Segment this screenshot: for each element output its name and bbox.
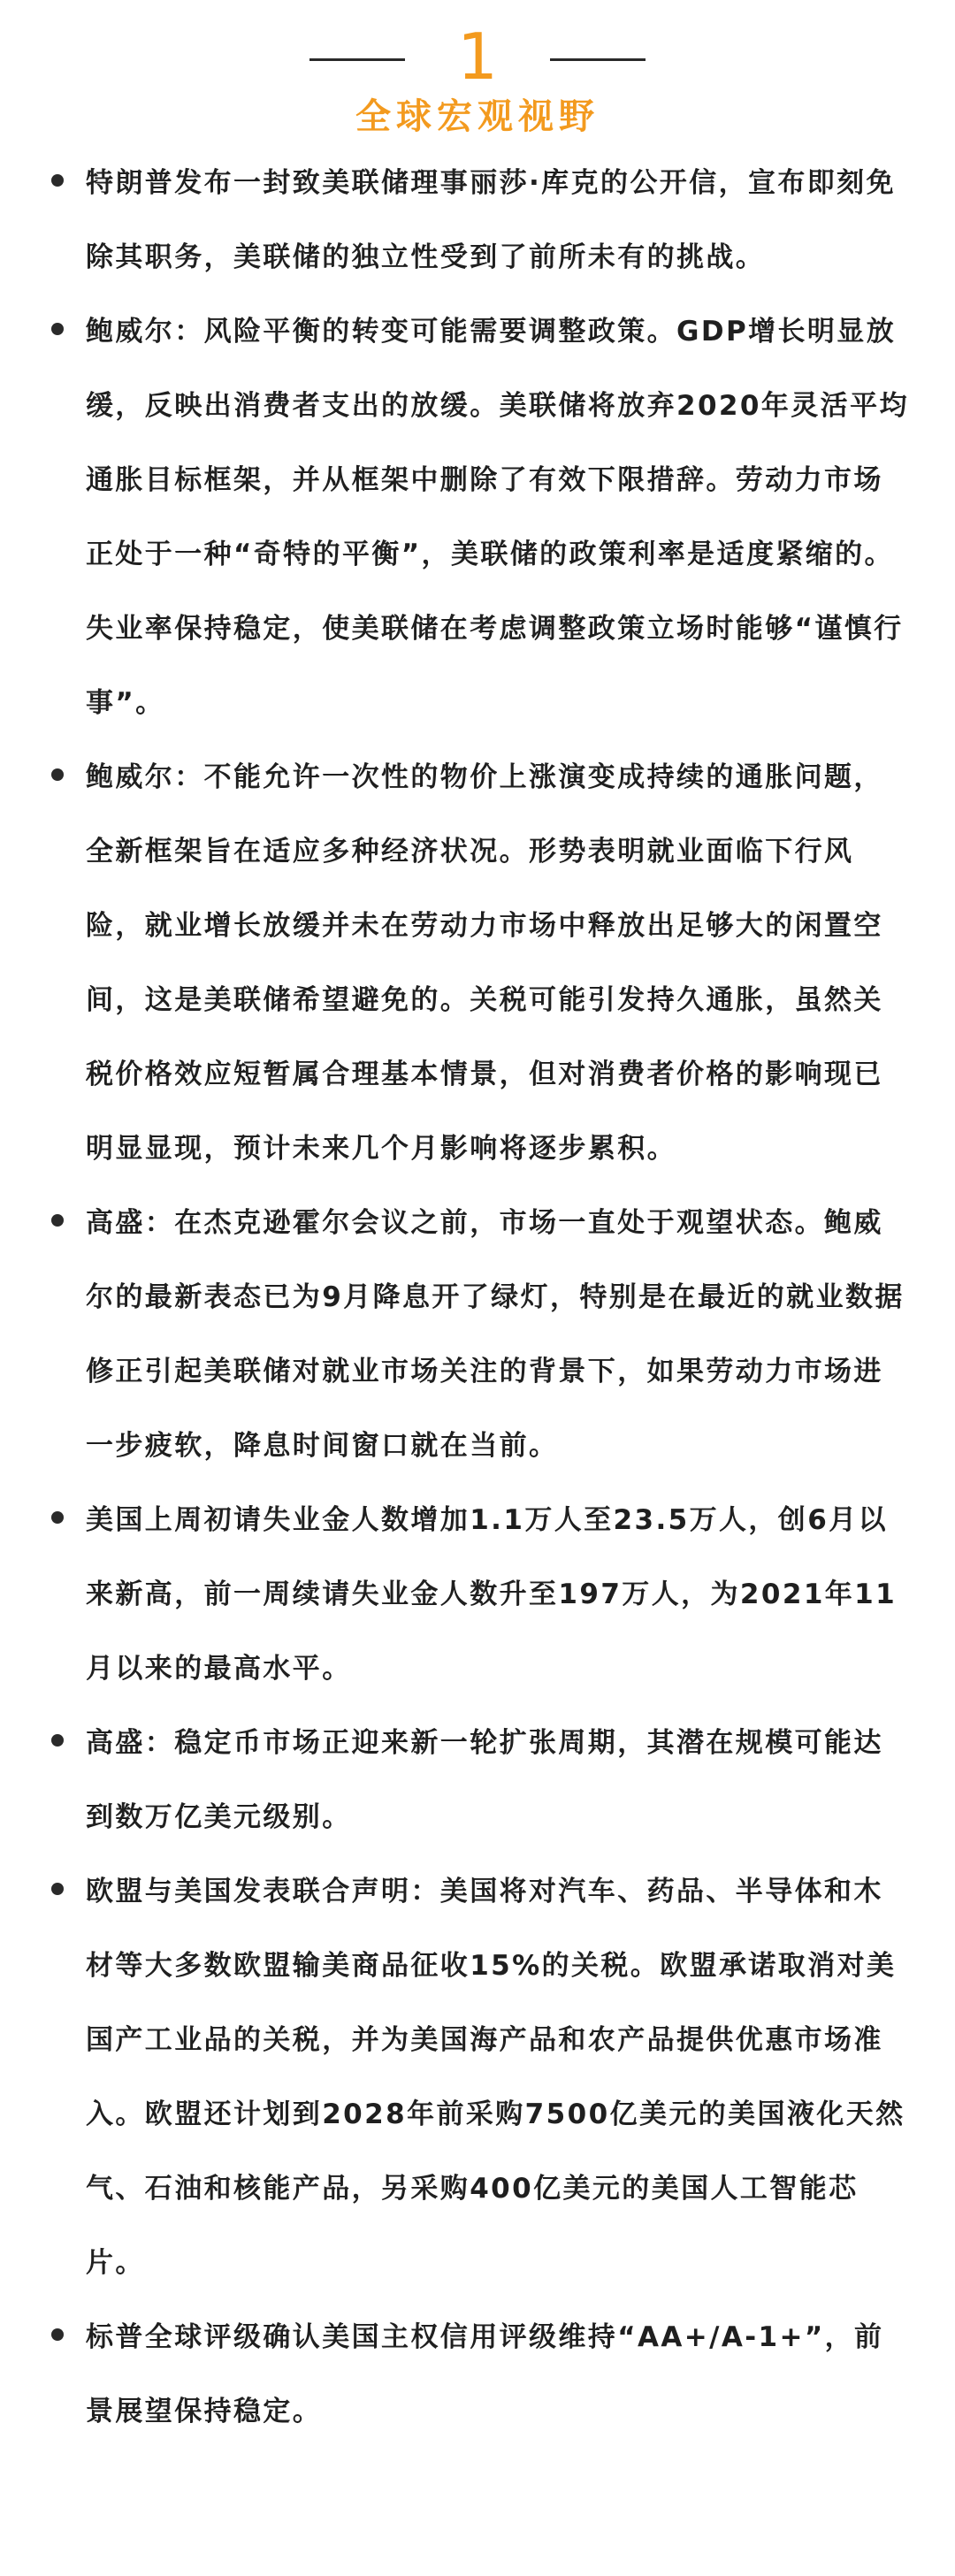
bullet-dot-icon <box>51 2328 64 2341</box>
bullet-dot-icon <box>51 323 64 335</box>
list-item <box>0 294 955 740</box>
section-title: 全球宏观视野 <box>355 96 600 137</box>
list-item <box>0 1854 955 2300</box>
list-item <box>0 1706 955 1854</box>
list-item <box>0 1186 955 1483</box>
news-text: 标普全球评级确认美国主权信用评级维持“AA+/A-1+”，前景展望保持稳定。 <box>86 2321 884 2427</box>
bullet-dot-icon <box>51 1511 64 1524</box>
news-text: 特朗普发布一封致美联储理事丽莎·库克的公开信，宣布即刻免除其职务，美联储的独立性受到了前所未有的挑战。 <box>86 167 896 273</box>
bullet-dot-icon <box>51 174 64 187</box>
section-number: 1 <box>457 19 498 94</box>
news-text: 高盛：在杰克逊霍尔会议之前，市场一直处于观望状态。鲍威尔的最新表态已为9月降息开了绿灯，特别是在最近的就业数据修正引起美联储对就业市场关注的背景下，如果劳动力市场进一步疲软，降息时间窗口就在当前。 <box>86 1207 905 1462</box>
news-text: 鲍威尔：不能允许一次性的物价上涨演变成持续的通胀问题，全新框架旨在适应多种经济状况。形势表明就业面临下行风险，就业增长放缓并未在劳动力市场中释放出足够大的闲置空间，这是美联储希望避免的。关税可能引发持久通胀，虽然关税价格效应短暂属合理基本情景，但对消费者价格的影响现已明显显现，预计未来几个月影响将逐步累积。 <box>86 761 883 1165</box>
header-rule-right <box>550 58 646 61</box>
bullet-dot-icon <box>51 1734 64 1747</box>
news-text: 高盛：稳定币市场正迎来新一轮扩张周期，其潜在规模可能达到数万亿美元级别。 <box>86 1727 883 1833</box>
section-header <box>0 0 955 150</box>
bullet-dot-icon <box>51 768 64 781</box>
list-item <box>0 2300 955 2449</box>
news-text: 鲍威尔：风险平衡的转变可能需要调整政策。GDP增长明显放缓，反映出消费者支出的放缓。美联储将放弃2020年灵活平均通胀目标框架，并从框架中删除了有效下限措辞。劳动力市场正处于一种“奇特的平衡”，美联储的政策利率是适度紧缩的。失业率保持稳定，使美联储在考虑调整政策立场时能够“谨慎行事”。 <box>86 316 909 719</box>
list-item <box>0 1483 955 1706</box>
list-item <box>0 740 955 1186</box>
list-item <box>0 146 955 294</box>
bullet-dot-icon <box>51 1214 64 1227</box>
news-text: 美国上周初请失业金人数增加1.1万人至23.5万人，创6月以来新高，前一周续请失业金人数升至197万人，为2021年11月以来的最高水平。 <box>86 1504 898 1685</box>
bullet-dot-icon <box>51 1883 64 1895</box>
news-list <box>0 146 955 2449</box>
news-text: 欧盟与美国发表联合声明：美国将对汽车、药品、半导体和木材等大多数欧盟输美商品征收15%的关税。欧盟承诺取消对美国产工业品的关税，并为美国海产品和农产品提供优惠市场准入。欧盟还计划到2028年前采购7500亿美元的美国液化天然气、石油和核能产品，另采购400亿美元的美国人工智能芯片。 <box>86 1876 905 2279</box>
